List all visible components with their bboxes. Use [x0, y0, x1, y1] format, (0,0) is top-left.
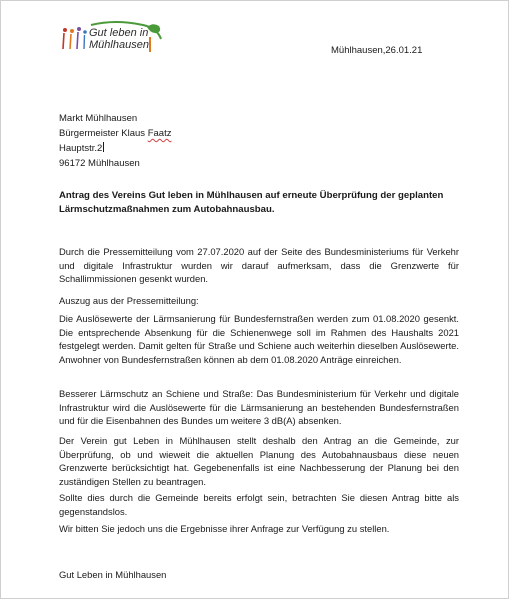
recipient-line-4: 96172 Mühlhausen	[59, 158, 140, 169]
paragraph-closing: Wir bitten Sie jedoch uns die Ergebnisse ihrer Anfrage zur Verfügung zu stellen.	[59, 523, 390, 534]
paragraph-excerpt-1: Die Auslösewerte der Lärmsanierung für Bundesfernstraßen werden zum 01.08.2020 gesenkt. Die entsprechende Absenkung für die Schienenwege soll im Rahmen des Haushalts 2021 festgelegt werden. Damit gelten für Straße und Schiene auch weiterhin dieselben Auslösewerte. Anwohner von Bundesfernstraßen können ab dem 01.08.2020 Anträge einreichen.	[59, 313, 459, 365]
logo-text-line2: Mühlhausen	[89, 39, 149, 51]
letter-date: Mühlhausen,26.01.21	[331, 45, 423, 56]
paragraph-request: Der Verein gut Leben in Mühlhausen stellt deshalb den Antrag an die Gemeinde, zur Überprüfung, ob und wieweit die aktuellen Planung des Autobahnausbaus diese neuen Grenzwerte berücksichtigt hat. Gegebenenfalls ist eine Nachbesserung der Planung bei den zuständigen Stellen zu beantragen.	[59, 435, 459, 487]
recipient-line-1: Markt Mühlhausen	[59, 113, 138, 124]
text-cursor	[103, 142, 104, 152]
recipient-line-3	[59, 141, 104, 156]
signature: Gut Leben in Mühlhausen	[59, 569, 167, 580]
association-logo	[61, 21, 171, 55]
recipient-name: Faatz	[147, 128, 172, 139]
paragraph-excerpt-label: Auszug aus der Pressemitteilung:	[59, 295, 199, 306]
recipient-title: Bürgermeister Klaus	[59, 128, 148, 139]
recipient-line-2	[59, 126, 171, 141]
recipient-street: Hauptstr.2	[59, 143, 103, 154]
logo-text-line1: Gut leben in	[89, 27, 149, 39]
paragraph-excerpt-2: Besserer Lärmschutz an Schiene und Straße: Das Bundesministerium für Verkehr und digitale Infrastruktur wird die Auslösewerte für die Lärmsanierung an bestehenden Bundesfernstraßen und für die Eisenbahnen des Bundes um weitere 3 dB(A) absenken.	[59, 388, 459, 426]
subject-line-1: Antrag des Vereins Gut leben in Mühlhausen auf erneute Überprüfung der geplanten	[59, 190, 444, 201]
subject-line-2: Lärmschutzmaßnahmen zum Autobahnausbau.	[59, 204, 275, 215]
paragraph-condition: Sollte dies durch die Gemeinde bereits erfolgt sein, betrachten Sie diesen Antrag bitte als gegenstandslos.	[59, 492, 459, 517]
paragraph-intro: Durch die Pressemitteilung vom 27.07.2020 auf der Seite des Bundesministeriums für Verkehr und digitale Infrastruktur wurden wir darauf aufmerksam, dass die Grenzwerte für Schallimmissionen gesenkt wurden.	[59, 246, 459, 284]
subject-heading	[59, 189, 459, 217]
